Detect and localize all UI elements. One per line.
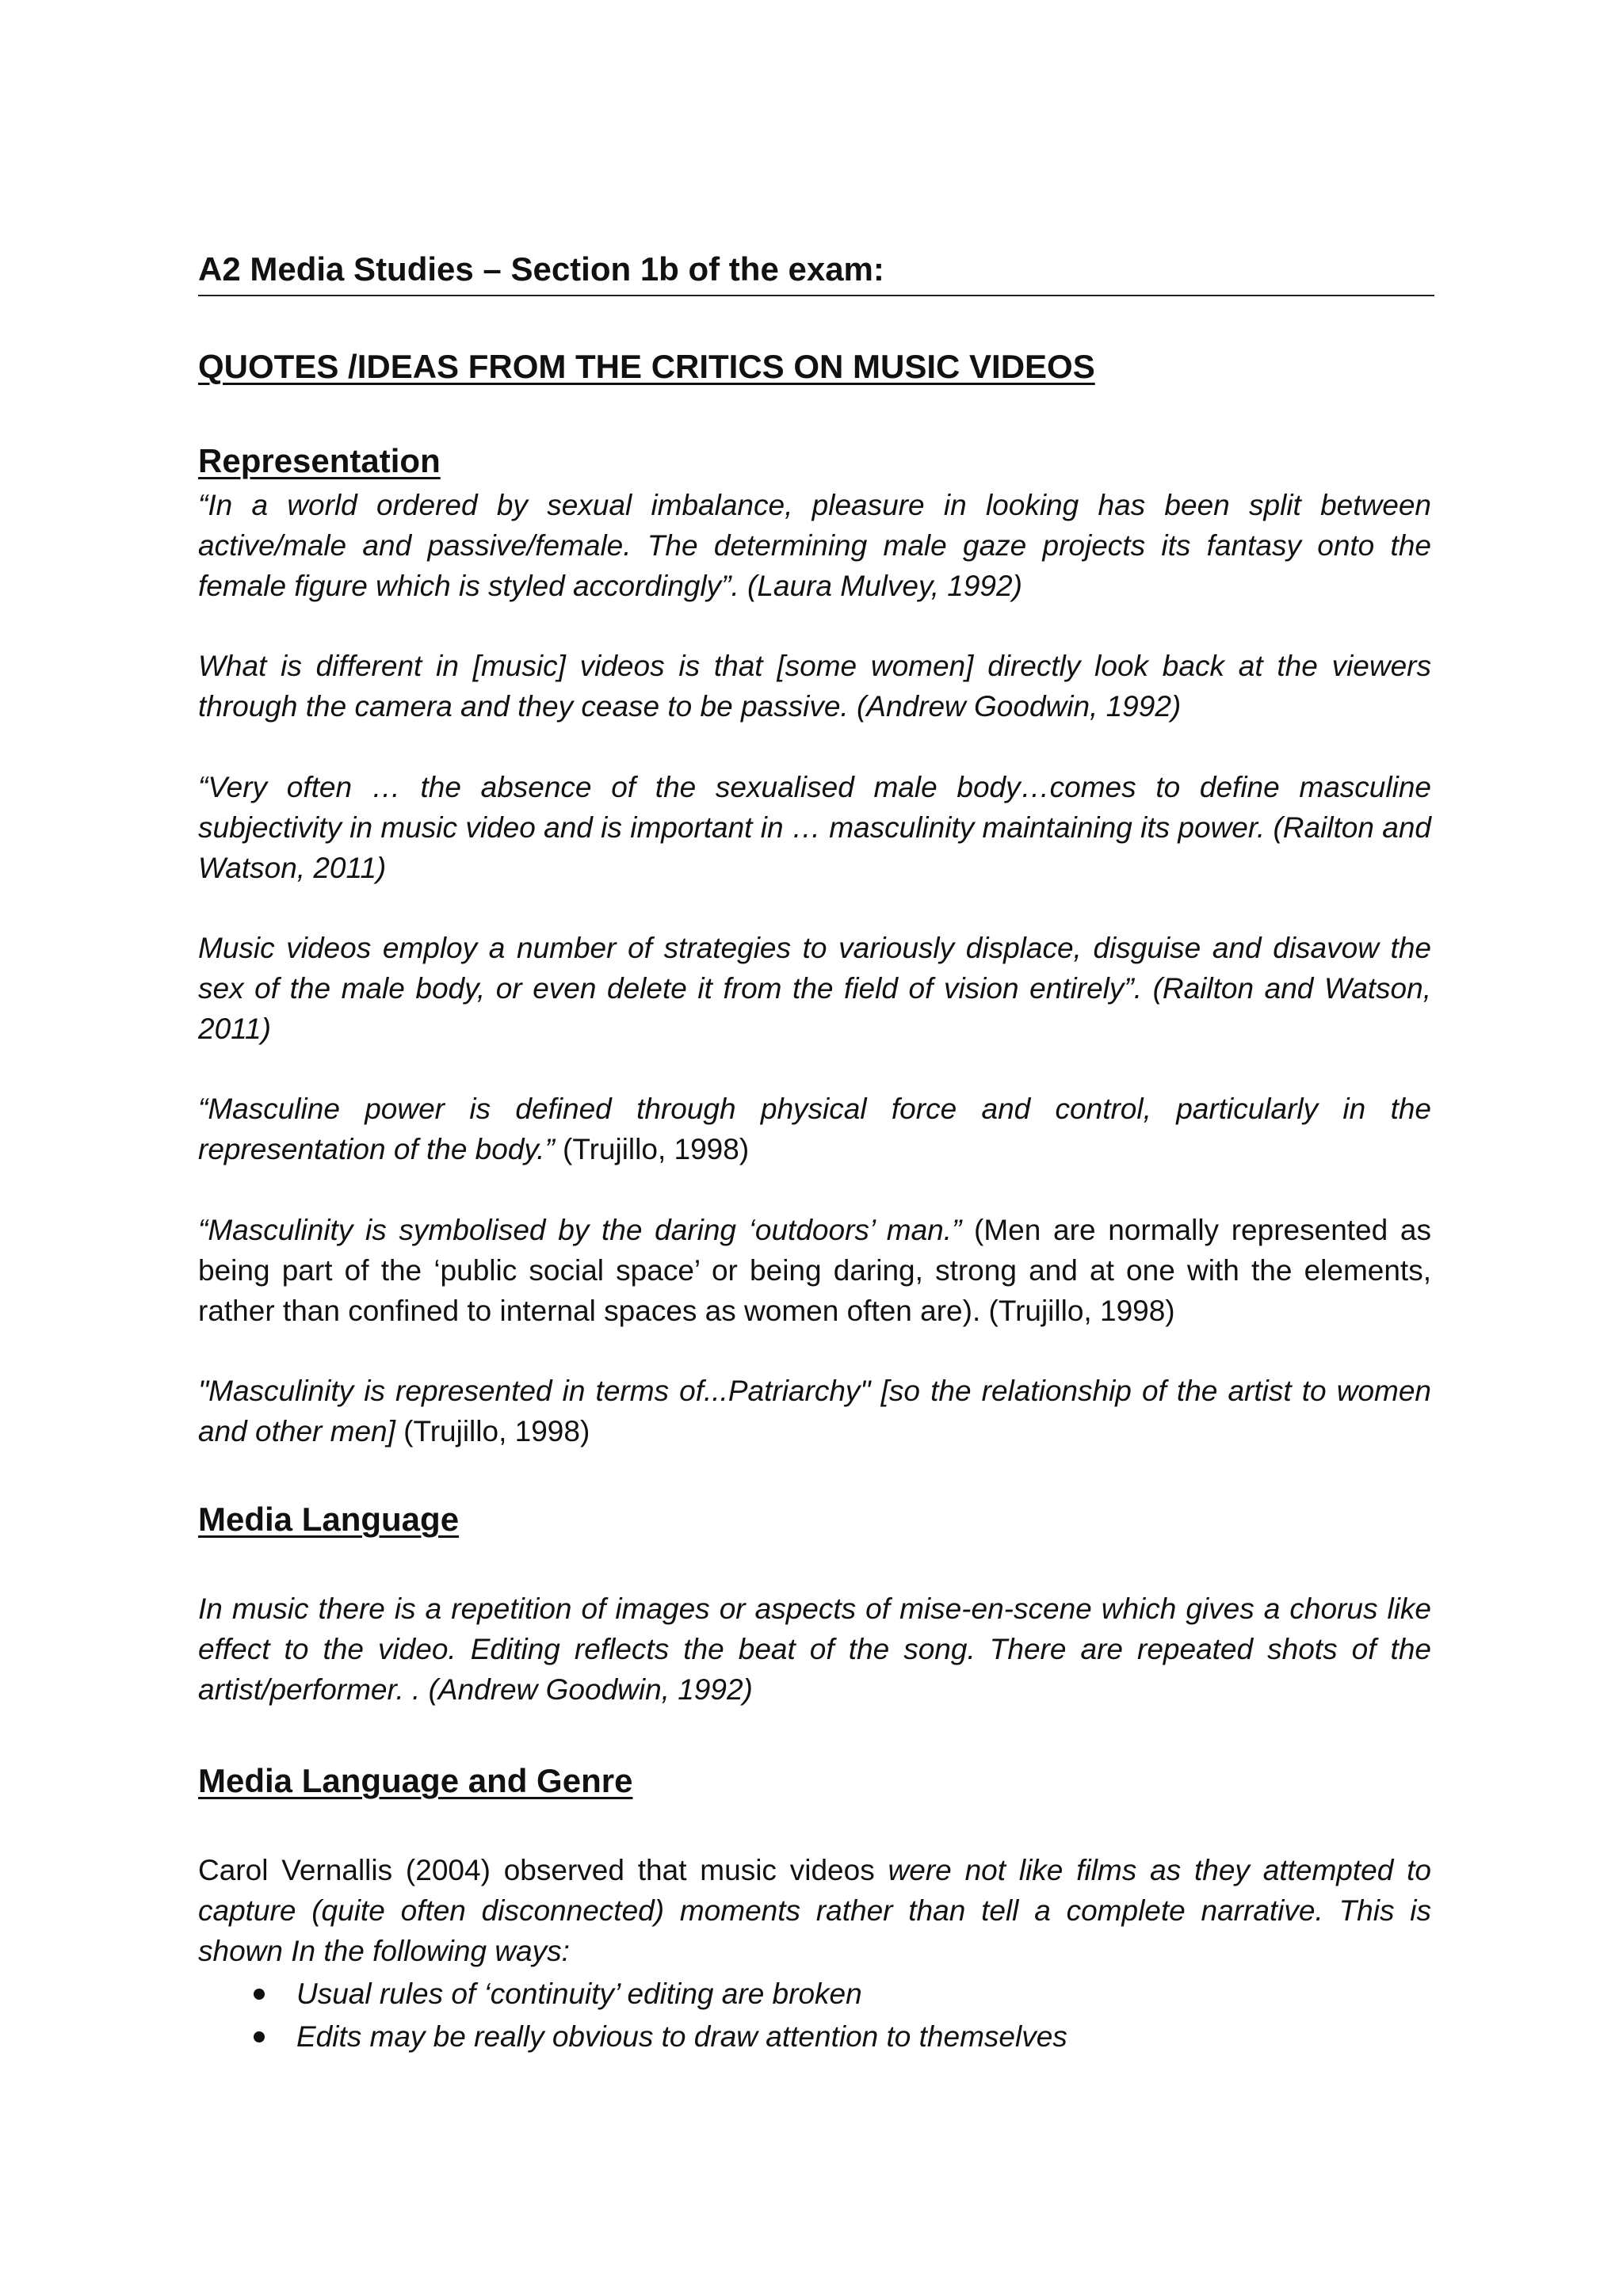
list-item xyxy=(198,1973,1431,2016)
bullet-icon xyxy=(254,1989,265,2000)
header-divider xyxy=(198,295,1434,296)
quote-trujillo-patriarchy xyxy=(198,1371,1431,1451)
quote-trujillo-power-text: “Masculine power is defined through physical force and control, particularly in the representation of the body.” xyxy=(198,1093,1431,1165)
quote-trujillo-patriarchy-text: "Masculinity is represented in terms of...Patriarchy" [so the relationship of the artist to women and other men] xyxy=(198,1375,1431,1447)
quote-mulvey: “In a world ordered by sexual imbalance, pleasure in looking has been split between active/male and passive/female. The determining male gaze projects its fantasy onto the female figure which is styled accordingly”. (Laura Mulvey, 1992) xyxy=(198,489,1431,602)
vernallis-intro xyxy=(198,1850,1431,1971)
vernallis-bullet-list xyxy=(198,1973,1431,2058)
list-item-text: Edits may be really obvious to draw attention to themselves xyxy=(296,2020,1067,2053)
section-heading-media-language: Media Language xyxy=(198,1501,460,1538)
section-heading-media-language-genre: Media Language and Genre xyxy=(198,1762,633,1799)
quote-goodwin-gaze: What is different in [music] videos is that [some women] directly look back at the viewers through the camera and they cease to be passive. (Andrew Goodwin, 1992) xyxy=(198,650,1431,723)
quote-railton-watson-absence: “Very often … the absence of the sexualised male body…comes to define masculine subjectivity in music video and is important in … masculinity maintaining its power. (Railton and Watson, 2011) xyxy=(198,771,1431,884)
vernallis-intro-plain: Carol Vernallis (2004) observed that music videos xyxy=(198,1854,888,1886)
document-title: QUOTES /IDEAS FROM THE CRITICS ON MUSIC VIDEOS xyxy=(198,348,1095,385)
vernallis-intro-italic: were not like films as they attempted to capture (quite often disconnected) moments rather than tell a complete narrative. This is shown In the following ways: xyxy=(198,1854,1431,1967)
quote-trujillo-outdoors-explanation: (Men are normally represented as being part of the ‘public social space’ or being daring, strong and at one with the elements, rather than confined to internal spaces as women often are). (Trujillo, 1998) xyxy=(198,1214,1431,1327)
quote-trujillo-outdoors xyxy=(198,1210,1431,1331)
quote-railton-watson-strategies: Music videos employ a number of strategies to variously displace, disguise and disavow the sex of the male body, or even delete it from the field of vision entirely”. (Railton and Watson, 2011) xyxy=(198,932,1431,1045)
list-item xyxy=(198,2016,1431,2058)
quote-trujillo-power-cite: (Trujillo, 1998) xyxy=(554,1133,750,1165)
document-header-title: A2 Media Studies – Section 1b of the exam: xyxy=(198,250,884,288)
section-heading-representation: Representation xyxy=(198,442,441,479)
quote-trujillo-outdoors-text: “Masculinity is symbolised by the daring ‘outdoors’ man.” xyxy=(198,1214,962,1246)
quote-trujillo-patriarchy-cite: (Trujillo, 1998) xyxy=(395,1415,590,1447)
bullet-icon xyxy=(254,2031,265,2042)
quote-goodwin-repetition: In music there is a repetition of images or aspects of mise-en-scene which gives a chorus like effect to the video. Editing reflects the beat of the song. There are repeated shots of the artist/performer. . (Andrew Goodwin, 1992) xyxy=(198,1592,1431,1706)
quote-trujillo-power xyxy=(198,1089,1431,1169)
list-item-text: Usual rules of ‘continuity’ editing are broken xyxy=(296,1978,862,2010)
